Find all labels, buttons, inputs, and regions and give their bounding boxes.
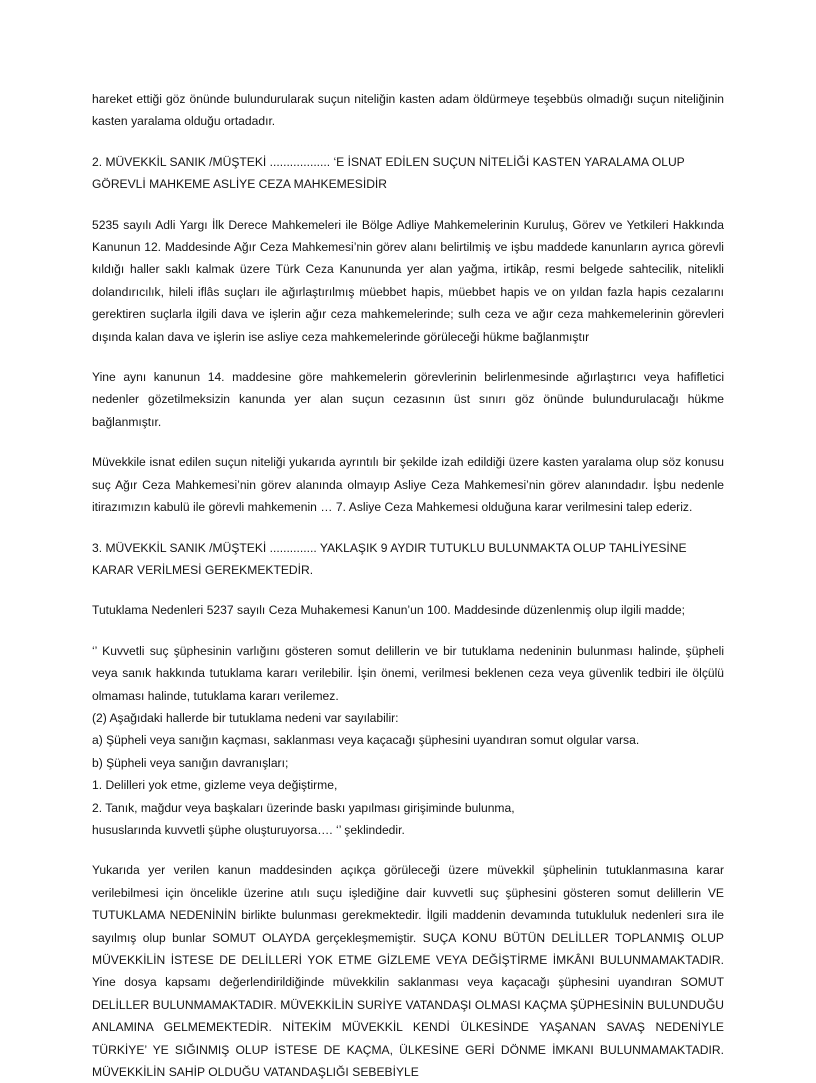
paragraph-article-14: Yine aynı kanunun 14. maddesine göre mahkemelerin görevlerinin belirlenmesinde ağırlaştırıcı veya hafifletici nedenler gözetilmeksizin kanunda yer alan suçun cezasının üst sınırı göz önünde bulundurulacağı hükme bağlanmıştır. xyxy=(92,370,724,429)
statute-quote-line: a) Şüpheli veya sanığın kaçması, saklanması veya kaçacağı şüphesini uyandıran somut olgular varsa. xyxy=(92,733,640,748)
paragraph-law-5235: 5235 sayılı Adli Yargı İlk Derece Mahkemeleri ile Bölge Adliye Mahkemelerinin Kuruluş, Görev ve Yetkileri Hakkında Kanunun 12. Maddesinde Ağır Ceza Mahkemesi’nin görev alanı belirtilmiş ve işbu maddede kanunların ayrıca görevli kıldığı haller saklı kalmak üzere Türk Ceza Kanununda yer alan yağma, irtikâp, resmi belgede sahtecilik, nitelikli dolandırıcılık, hileli iflâs suçları ile ağırlaştırılmış müebbet hapis, müebbet hapis ve on yıldan fazla hapis cezalarını gerektiren suçlarla ilgili dava ve işlerin ağır ceza mahkemelerinde; sulh ceza ve ağır ceza mahkemelerinin görevleri dışında kalan dava ve işlerin ise asliye ceza mahkemelerinde görüleceği hükme bağlanmıştır xyxy=(92,217,724,344)
paragraph-jurisdiction-request: Müvekkile isnat edilen suçun niteliği yukarıda ayrıntılı bir şekilde izah edildiği üzere kasten yaralama olup söz konusu suç Ağır Ceza Mahkemesi’nin görev alanında olmayıp Asliye Ceza Mahkemesi’nin görev alanındadır. İşbu nedenle itirazımızın kabulü ile görevli mahkemenin … 7. Asliye Ceza Mahkemesi olduğuna karar verilmesini talep ederiz. xyxy=(92,455,724,515)
section-heading-3: 3. MÜVEKKİL SANIK /MÜŞTEKİ .............. YAKLAŞIK 9 AYDIR TUTUKLU BULUNMAKTA OLUP TAHLİYESİNE KARAR VERİLMESİ GEREKMEKTEDİR. xyxy=(92,540,687,577)
paragraph-continuation: hareket ettiği göz önünde bulundurularak suçun niteliğin kasten adam öldürmeye teşebbüs olmadığı suçun niteliğinin kasten yaralama olduğu ortadadır. xyxy=(92,92,724,129)
section-heading-2: 2. MÜVEKKİL SANIK /MÜŞTEKİ .................. ‘E İSNAT EDİLEN SUÇUN NİTELİĞİ KASTEN YARALAMA OLUP GÖREVLİ MAHKEME ASLİYE CEZA MAHKEMESİDİR xyxy=(92,154,685,192)
statute-quote-block xyxy=(92,640,724,842)
statute-quote-line: (2) Aşağıdaki hallerde bir tutuklama nedeni var sayılabilir: xyxy=(92,710,399,725)
document-text-column xyxy=(92,88,724,1083)
statute-quote-line: 2. Tanık, mağdur veya başkaları üzerinde baskı yapılması girişiminde bulunma, xyxy=(92,800,515,815)
statute-quote-line: hususlarında kuvvetli şüphe oluşturuyorsa…. ‘’ şeklindedir. xyxy=(92,822,405,837)
paragraph-detention-intro: Tutuklama Nedenleri 5237 sayılı Ceza Muhakemesi Kanun’un 100. Maddesinde düzenlenmiş olup ilgili madde; xyxy=(92,603,686,618)
statute-quote-line: 1. Delilleri yok etme, gizleme veya değiştirme, xyxy=(92,778,338,793)
paragraph-detention-argument: Yukarıda yer verilen kanun maddesinden açıkça görüleceği üzere müvekkil şüphelinin tutuklanmasına karar verilebilmesi için öncelikle üzerine atılı suçu işlediğine dair kuvvetli suç şüphesini gösteren somut delillerin VE TUTUKLAMA NEDENİNİN birlikte bulunması gerekmektedir. İlgili maddenin devamında tutukluluk nedenleri sıra ile sayılmış olup bunlar SOMUT OLAYDA gerçekleşmemiştir. SUÇA KONU BÜTÜN DELİLLER TOPLANMIŞ OLUP MÜVEKKİLİN İSTESE DE DELİLLERİ YOK ETME GİZLEME VEYA DEĞİŞTİRME İMKÂNI BULUNMAMAKTADIR. Yine dosya kapsamı değerlendirildiğinde müvekkilin saklanması veya kaçacağı şüphesini uyandıran SOMUT DELİLLER BULUNMAMAKTADIR. MÜVEKKİLİN SURİYE VATANDAŞI OLMASI KAÇMA ŞÜPHESİNİN BULUNDUĞU ANLAMINA GELMEMEKTEDİR. NİTEKİM MÜVEKKİL KENDİ ÜLKESİNDE YAŞANAN SAVAŞ NEDENİYLE TÜRKİYE’ YE SIĞINMIŞ OLUP İSTESE DE KAÇMA, ÜLKESİNE GERİ DÖNME İMKANI BULUNMAMAKTADIR. MÜVEKKİLİN SAHİP OLDUĞU VATANDAŞLIĞI SEBEBİYLE xyxy=(92,863,724,1080)
statute-quote-line: b) Şüpheli veya sanığın davranışları; xyxy=(92,755,289,770)
statute-quote-opening: ‘’ Kuvvetli suç şüphesinin varlığını gösteren somut delillerin ve bir tutuklama nedeninin bulunması halinde, şüpheli veya sanık hakkında tutuklama kararı verilebilir. İşin önemi, verilmesi beklenen ceza veya güvenlik tedbiri ile ölçülü olmaması halinde, tutuklama kararı verilemez. xyxy=(92,643,724,703)
